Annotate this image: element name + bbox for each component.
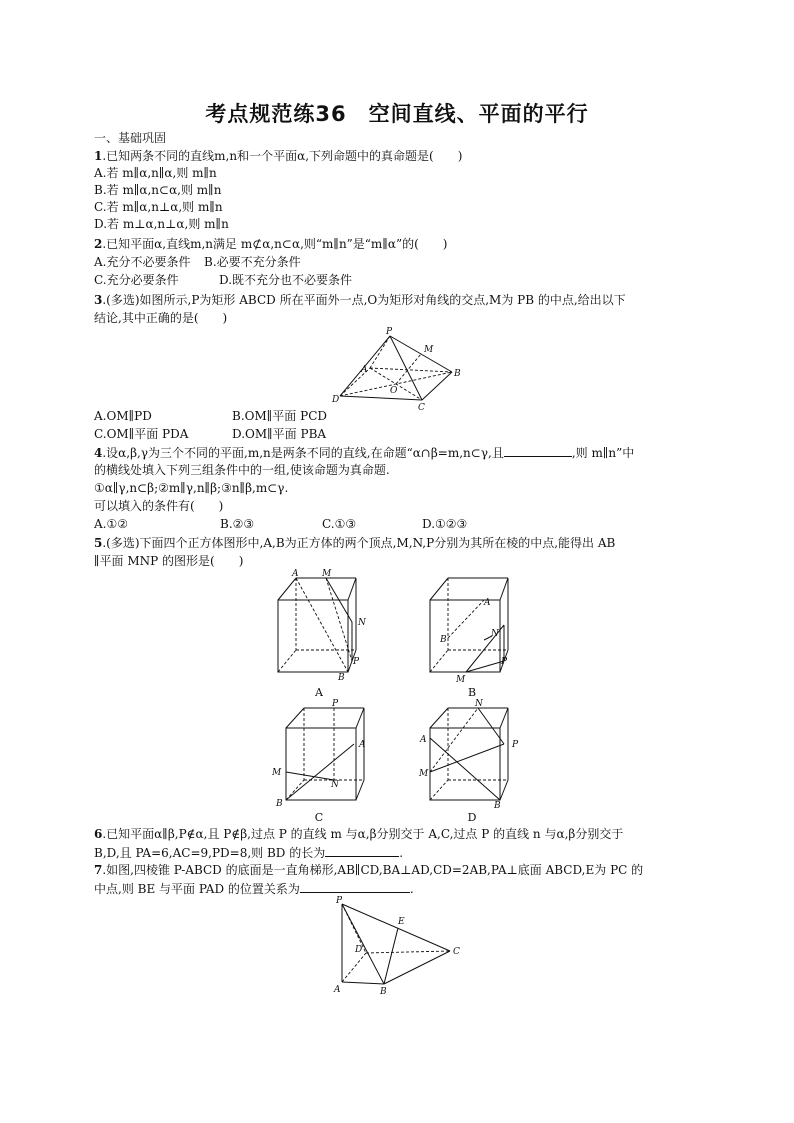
q2-option-d: D.既不充分也不必要条件 [219,273,353,287]
q1-option-b: B.若 m∥α,n⊂α,则 m∥n [94,183,222,197]
label-a: A [484,598,491,608]
label-n: N [358,618,366,628]
label-b: B [440,635,447,645]
q5-cube-b [428,570,518,685]
q2-option-b: B.必要不充分条件 [204,255,301,269]
question-text: .已知平面α∥β,P∉α,且 P∉β,过点 P 的直线 m 与α,β分别交于 A,C,过点 P 的直线 n 与α,β分别交于 [102,827,624,841]
q2-option-a: A.充分不必要条件 [94,255,191,269]
label-a: A [334,985,341,995]
q3-options-row-1 [94,408,327,424]
question-number: 3 [94,293,103,307]
question-text-end: ,则 m∥n”中 [571,446,635,460]
q5-caption-d: D [467,811,477,824]
label-m: M [456,675,466,685]
q4-option-b: B.②③ [220,517,255,531]
question-number: 5 [94,536,103,550]
q5-cube-d [420,700,520,810]
label-c: C [418,403,425,413]
answer-blank[interactable] [325,844,399,857]
answer-blank[interactable] [504,444,572,457]
q4-options [94,516,467,532]
section-heading: 一、基础巩固 [94,131,167,145]
label-p: P [501,657,508,667]
question-text: .如图,四棱锥 P-ABCD 的底面是一直角梯形,AB∥CD,BA⊥AD,CD=2AB,PA⊥底面 ABCD,E为 PC 的 [102,863,644,877]
label-m: M [322,569,332,579]
label-p: P [512,740,519,750]
q3-pyramid-figure [330,327,470,413]
question-5-stem [94,535,615,551]
q3-options-row-2 [94,426,326,442]
question-3-stem [94,292,626,308]
label-a: A [420,735,427,745]
question-7-stem [94,862,643,878]
q1-option-c: C.若 m∥α,n⊥α,则 m∥n [94,200,223,214]
label-d: D [332,395,340,405]
question-number: 2 [94,237,103,251]
label-p: P [386,327,393,337]
q2-options-row-2 [94,272,352,288]
question-text: .已知平面α,直线m,n满足 m⊄α,n⊂α,则“m∥n”是“m∥α”的( ) [102,237,448,251]
q5-cube-a [276,570,366,685]
question-4-stem [94,444,634,461]
question-1-stem [94,148,462,164]
answer-blank[interactable] [300,880,410,893]
label-b: B [494,801,501,811]
label-b: B [276,799,283,809]
label-b: B [380,987,387,997]
question-2-stem [94,236,447,252]
label-p: P [336,896,343,906]
question-number: 6 [94,827,103,841]
q5-cube-c [272,699,376,810]
label-n: N [491,629,499,639]
question-4-stem-line-3: 可以填入的条件有( ) [94,499,224,513]
label-a: A [292,569,299,579]
label-n: N [331,780,339,790]
label-p: P [353,657,360,667]
question-text: .(多选)下面四个正方体图形中,A,B为正方体的两个顶点,M,N,P分别为其所在棱的中点,能得出 AB [102,536,616,550]
q2-options-row-1 [94,254,301,270]
question-3-stem-line-2: 结论,其中正确的是( ) [94,311,228,325]
label-m: M [424,345,434,355]
label-p: P [332,699,339,709]
label-a: A [359,740,366,750]
question-text: 中点,则 BE 与平面 PAD 的位置关系为 [94,882,300,896]
question-7-stem-line-2 [94,880,414,897]
question-text: .已知两条不同的直线m,n和一个平面α,下列命题中的真命题是( ) [102,149,463,163]
q5-caption-c: C [314,811,324,824]
question-text-end: . [409,882,414,896]
question-number: 4 [94,446,103,460]
label-e: E [398,917,405,927]
q1-option-d: D.若 m⊥α,n⊥α,则 m∥n [94,217,229,231]
q3-option-d: D.OM∥平面 PBA [232,427,327,441]
q4-option-d: D.①②③ [422,517,468,531]
q1-option-a: A.若 m∥α,n∥α,则 m∥n [94,166,217,180]
question-text: .(多选)如图所示,P为矩形 ABCD 所在平面外一点,O为矩形对角线的交点,M为 PB 的中点,给出以下 [102,293,626,307]
page-title: 考点规范练36 空间直线、平面的平行 [205,102,589,126]
q3-option-c: C.OM∥平面 PDA [94,427,189,441]
q5-caption-a: A [315,686,323,699]
question-6-stem [94,826,623,842]
label-b: B [338,673,345,683]
question-6-stem-line-2 [94,844,403,861]
label-b: B [454,369,461,379]
question-text-end: . [399,846,404,860]
q3-option-a: A.OM∥PD [94,409,152,423]
question-5-stem-line-2: ∥平面 MNP 的图形是( ) [94,554,244,568]
question-text: B,D,且 PA=6,AC=9,PD=8,则 BD 的长为 [94,846,326,860]
question-4-stem-line-2: 的横线处填入下列三组条件中的一组,使该命题为真命题. [94,463,390,477]
question-number: 7 [94,863,103,877]
question-text: .设α,β,γ为三个不同的平面,m,n是两条不同的直线,在命题“α∩β=m,n⊂γ,且 [102,446,504,460]
q7-pyramid-figure [332,896,472,996]
q4-option-a: A.①② [94,517,128,531]
label-d: D [355,945,363,955]
question-4-conditions: ①α∥γ,n⊂β;②m∥γ,n∥β;③n∥β,m⊂γ. [94,481,289,495]
question-number: 1 [94,149,103,163]
label-n: N [475,699,483,709]
label-m: M [419,769,429,779]
label-m: M [272,768,282,778]
label-c: C [453,947,460,957]
q2-option-c: C.充分必要条件 [94,273,179,287]
q5-caption-b: B [467,686,477,699]
q4-option-c: C.①③ [322,517,357,531]
q3-option-b: B.OM∥平面 PCD [232,409,327,423]
label-o: O [390,386,398,396]
label-a: A [361,365,368,375]
